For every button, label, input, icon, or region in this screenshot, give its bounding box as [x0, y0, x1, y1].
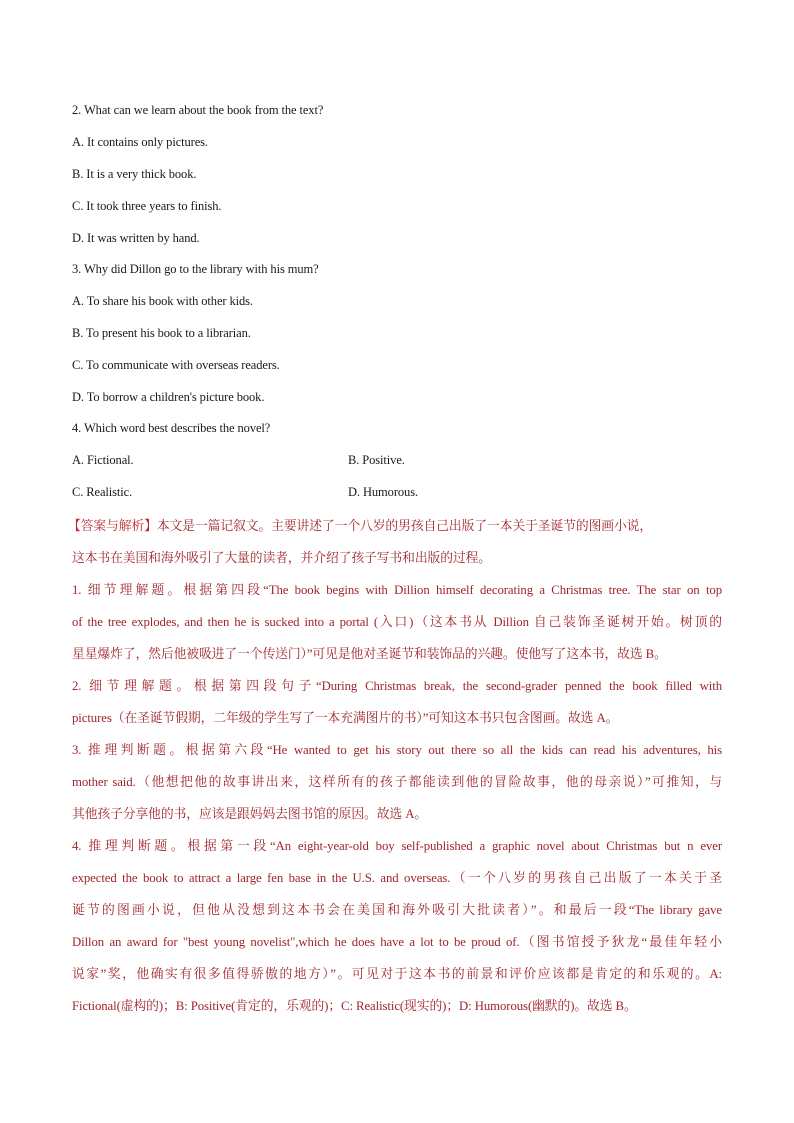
answer-line-6: 2. 细节理解题。根据第四段句子“During Christmas break, the second-grader penned the book filled with — [72, 679, 722, 693]
answer-line-16: Fictional(虚构的)；B: Positive(肯定的，乐观的)；C: Realistic(现实的)；D: Humorous(幽默的)。故选 B。 — [72, 999, 637, 1013]
answer-line-13: 诞节的图画小说，但他从没想到这本书会在美国和海外吸引大批读者）”。和最后一段“The library gave — [72, 903, 722, 917]
question-4-stem: 4. Which word best describes the novel? — [72, 421, 271, 435]
answer-line-3: 1. 细节理解题。根据第四段“The book begins with Dillion himself decorating a Christmas tree. The star on top — [72, 583, 722, 597]
question-4-option-c: C. Realistic. — [72, 485, 133, 499]
question-3-option-a: A. To share his book with other kids. — [72, 294, 253, 308]
question-3-option-d: D. To borrow a children's picture book. — [72, 390, 265, 404]
question-4-option-a: A. Fictional. — [72, 453, 134, 467]
answer-line-12: expected the book to attract a large fen base in the U.S. and overseas.（一个八岁的男孩自己出版了一本关于圣 — [72, 871, 722, 885]
answer-line-15: 说家”奖，他确实有很多值得骄傲的地方）”。可见对于这本书的前景和评价应该都是肯定的和乐观的。A: — [72, 967, 722, 981]
answer-line-1: 本文是一篇记叙文。主要讲述了一个八岁的男孩自己出版了一本关于圣诞节的图画小说， — [156, 519, 653, 533]
answer-line-9: mother said.（他想把他的故事讲出来，这样所有的孩子都能读到他的冒险故事，他的母亲说）”可推知，与 — [72, 775, 722, 789]
question-2-stem: 2. What can we learn about the book from the text? — [72, 103, 324, 117]
answer-first-line — [68, 515, 718, 534]
answer-line-8: 3. 推理判断题。根据第六段“He wanted to get his story out there so all the kids can read his adventures, his — [72, 743, 722, 757]
answer-line-7: pictures（在圣诞节假期，二年级的学生写了一本充满图片的书）”可知这本书只包含图画。故选 A。 — [72, 711, 619, 725]
question-4-option-d: D. Humorous. — [348, 485, 418, 499]
answer-line-4: of the tree explodes, and then he is sucked into a portal (入口)（这本书从 Dillion 自己装饰圣诞树开始。树顶的 — [72, 615, 722, 629]
answer-line-14: Dillon an award for "best young novelist",which he does have a lot to be proud of.（图书馆授予狄龙“最佳年轻小 — [72, 935, 722, 949]
question-4-option-b: B. Positive. — [348, 453, 405, 467]
question-3-stem: 3. Why did Dillon go to the library with his mum? — [72, 262, 319, 276]
answer-line-10: 其他孩子分享他的书，应该是跟妈妈去图书馆的原因。故选 A。 — [72, 807, 428, 821]
answer-line-2: 这本书在美国和海外吸引了大量的读者，并介绍了孩子写书和出版的过程。 — [72, 551, 491, 565]
answer-heading: 【答案与解析】 — [68, 519, 157, 533]
question-2-option-c: C. It took three years to finish. — [72, 199, 222, 213]
question-3-option-c: C. To communicate with overseas readers. — [72, 358, 280, 372]
question-3-option-b: B. To present his book to a librarian. — [72, 326, 251, 340]
answer-line-11: 4. 推理判断题。根据第一段“An eight-year-old boy self-published a graphic novel about Christmas but n ever — [72, 839, 722, 853]
answer-line-5: 星星爆炸了，然后他被吸进了一个传送门）”可见是他对圣诞节和装饰品的兴趣。使他写了这本书，故选 B。 — [72, 647, 667, 661]
question-2-option-a: A. It contains only pictures. — [72, 135, 208, 149]
question-2-option-d: D. It was written by hand. — [72, 231, 200, 245]
question-2-option-b: B. It is a very thick book. — [72, 167, 197, 181]
